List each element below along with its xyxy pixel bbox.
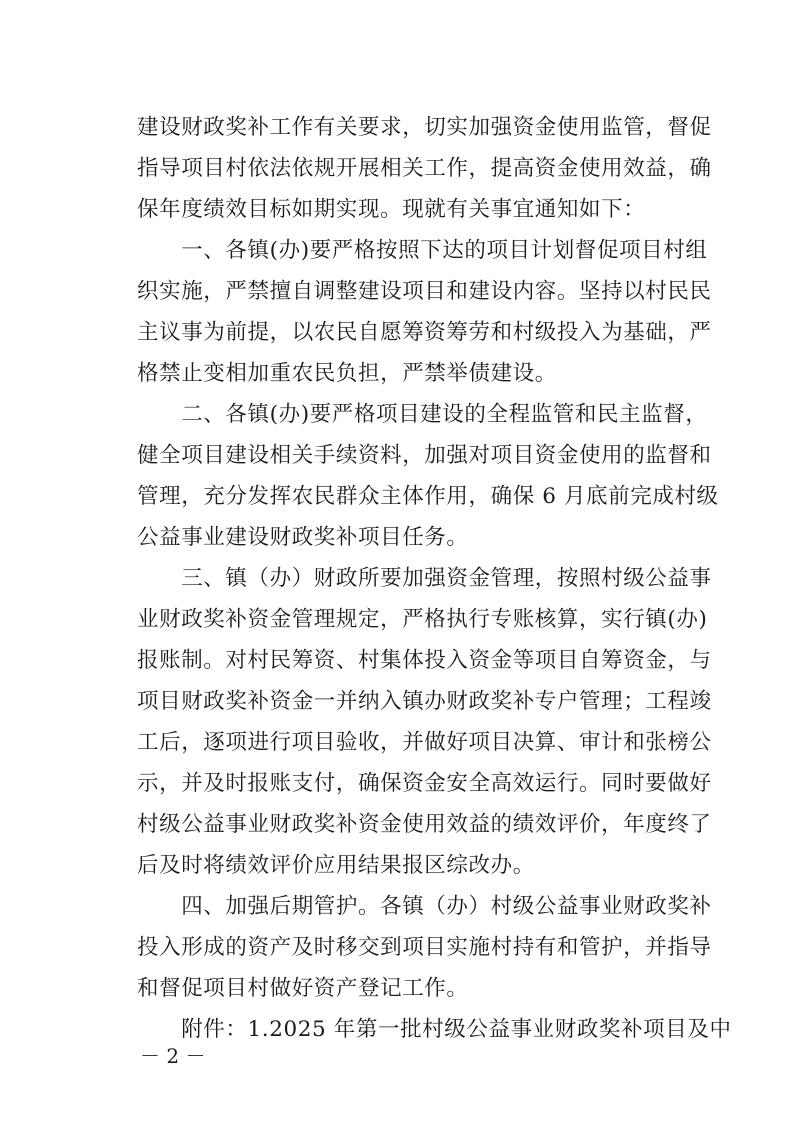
body-line-3: 保年度绩效目标如期实现。现就有关事宜通知如下：	[137, 197, 646, 222]
body-line-8: 二、各镇(办)要严格项目建设的全程监管和民主监督，	[137, 402, 708, 427]
body-line-15: 项目财政奖补资金一并纳入镇办财政奖补专户管理；工程竣	[137, 689, 712, 714]
body-line-13: 业财政奖补资金管理规定，严格执行专账核算，实行镇(办)	[137, 607, 708, 632]
body-line-23: 附件：1.2025 年第一批村级公益事业财政奖补项目及中	[137, 1017, 732, 1042]
body-line-21: 投入形成的资产及时移交到项目实施村持有和管护，并指导	[137, 935, 712, 960]
body-line-19: 后及时将绩效评价应用结果报区综改办。	[137, 853, 535, 878]
body-line-4: 一、各镇(办)要严格按照下达的项目计划督促项目村组	[137, 238, 708, 263]
body-line-10: 管理，充分发挥农民群众主体作用，确保 6 月底前完成村级	[137, 484, 719, 509]
body-line-14: 报账制。对村民筹资、村集体投入资金等项目自筹资金，与	[137, 648, 712, 673]
body-line-20: 四、加强后期管护。各镇（办）村级公益事业财政奖补	[137, 894, 712, 919]
body-line-7: 格禁止变相加重农民负担，严禁举债建设。	[137, 361, 557, 386]
body-line-18: 村级公益事业财政奖补资金使用效益的绩效评价，年度终了	[137, 812, 712, 837]
page-number: － 2 －	[140, 1044, 206, 1068]
body-line-1: 建设财政奖补工作有关要求，切实加强资金使用监管，督促	[137, 115, 712, 140]
body-line-17: 示，并及时报账支付，确保资金安全高效运行。同时要做好	[137, 771, 712, 796]
body-line-5: 织实施，严禁擅自调整建设项目和建设内容。坚持以村民民	[137, 279, 712, 304]
body-line-11: 公益事业建设财政奖补项目任务。	[137, 525, 469, 550]
body-line-9: 健全项目建设相关手续资料，加强对项目资金使用的监督和	[137, 443, 712, 468]
body-line-6: 主议事为前提，以农民自愿筹资筹劳和村级投入为基础，严	[137, 320, 712, 345]
body-line-2: 指导项目村依法依规开展相关工作，提高资金使用效益，确	[137, 156, 712, 181]
body-line-22: 和督促项目村做好资产登记工作。	[137, 976, 469, 1001]
body-line-12: 三、镇（办）财政所要加强资金管理，按照村级公益事	[137, 566, 712, 591]
body-line-16: 工后，逐项进行项目验收，并做好项目决算、审计和张榜公	[137, 730, 712, 755]
